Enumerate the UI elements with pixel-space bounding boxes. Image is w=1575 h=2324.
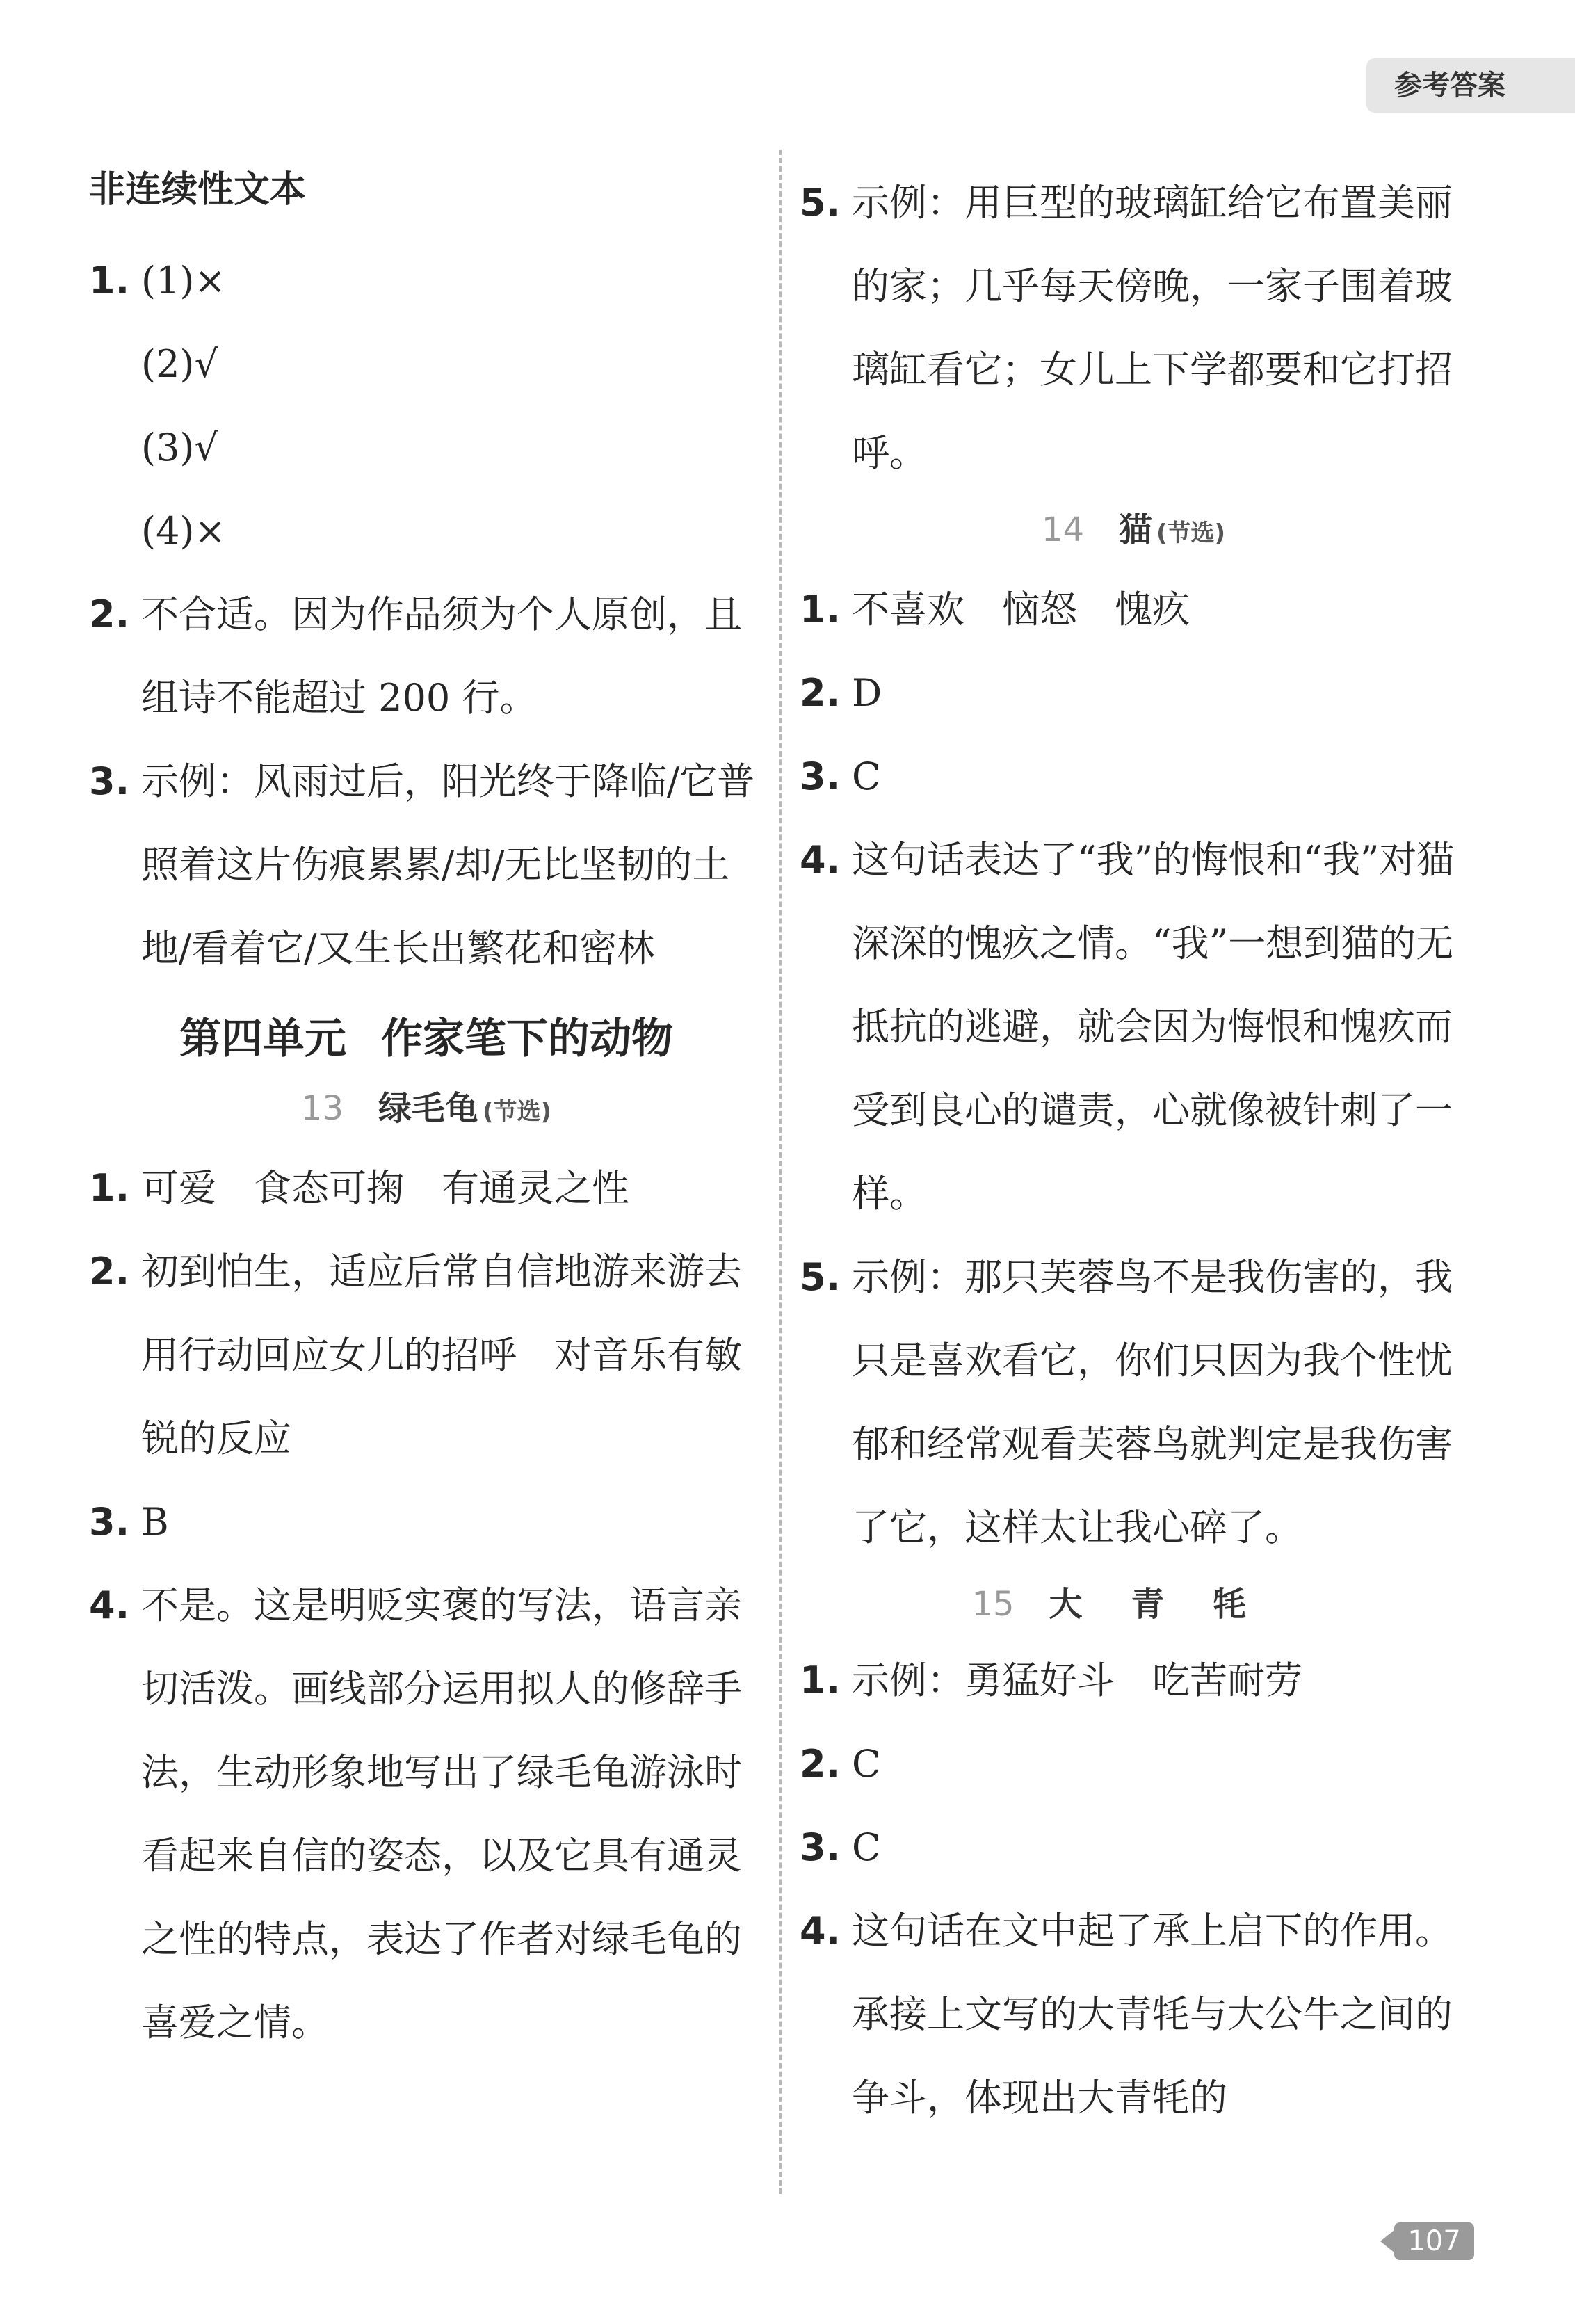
lesson-13-title	[89, 1074, 764, 1147]
list-item	[89, 1230, 780, 1480]
list-item	[800, 818, 1467, 1236]
answer-part: (1)×	[141, 259, 226, 302]
answer-part: (2)√	[141, 342, 218, 386]
list-item	[89, 1147, 764, 1230]
lesson-number: 13	[300, 1089, 344, 1128]
question-number: 4.	[89, 1583, 130, 1627]
answer-text: D	[852, 671, 882, 715]
question-number: 5.	[800, 181, 841, 225]
list-item	[89, 1564, 764, 2065]
list-item	[800, 735, 1467, 818]
question-5	[800, 161, 1467, 495]
left-column	[89, 161, 780, 2065]
question-number: 3.	[89, 1500, 130, 1544]
unit-title: 作家笔下的动物	[381, 1015, 673, 1063]
list-item	[800, 1889, 1467, 2140]
answer-text: 这句话表达了“我”的悔恨和“我”对猫深深的愧疚之情。“我”一想到猫的无抵抗的逃避，就会因为悔恨和愧疚而受到良心的谴责，心就像被针刺了一样。	[852, 838, 1455, 1216]
question-number: 5.	[800, 1255, 841, 1299]
lesson-name: 大青牦	[1049, 1585, 1295, 1624]
question-number: 4.	[800, 838, 841, 882]
answer-text: 可爱 食态可掬 有通灵之性	[141, 1166, 629, 1210]
answer-text: C	[852, 755, 881, 798]
lesson-name: 绿毛龟	[378, 1089, 478, 1128]
answer-key-tab: 参考答案	[1366, 58, 1575, 113]
question-number: 3.	[800, 1825, 841, 1869]
question-number: 1.	[89, 1166, 130, 1210]
answer-text: 示例：勇猛好斗 吃苦耐劳	[852, 1659, 1302, 1702]
right-column	[800, 161, 1467, 2140]
list-item	[800, 652, 1467, 735]
answer-text: 初到怕生，适应后常自信地游来游去 用行动回应女儿的招呼 对音乐有敏锐的反应	[141, 1250, 780, 1460]
answer-text: 示例：风雨过后，阳光终于降临/它普照着这片伤痕累累/却/无比坚韧的土地/看着它/又生长出繁花和密林	[141, 759, 755, 970]
list-item	[800, 1236, 1467, 1569]
answer-part: (3)√	[141, 426, 218, 469]
question-number: 1.	[800, 588, 841, 631]
question-number: 1.	[800, 1659, 841, 1702]
list-item	[800, 1639, 1467, 1722]
answer-text: 这句话在文中起了承上启下的作用。承接上文写的大青牦与大公牛之间的争斗，体现出大青牦的	[852, 1909, 1453, 2120]
question-number: 2.	[89, 1250, 130, 1293]
question-number: 1.	[89, 259, 130, 302]
lesson-number: 15	[971, 1585, 1015, 1624]
answer-text: 不喜欢 恼怒 愧疚	[852, 588, 1190, 631]
question-2	[89, 573, 764, 740]
unit-label: 第四单元	[179, 1015, 346, 1063]
list-item	[800, 1722, 1467, 1806]
page-number: 107	[1394, 2222, 1474, 2260]
lesson-name: 猫	[1118, 510, 1152, 549]
lesson-subtitle: (节选)	[1156, 519, 1226, 547]
question-number: 3.	[800, 755, 841, 798]
question-number: 2.	[89, 592, 130, 636]
question-3	[89, 740, 764, 990]
answer-text: 不合适。因为作品须为个人原创，且组诗不能超过 200 行。	[141, 592, 742, 720]
answer-text: C	[852, 1825, 881, 1869]
answer-text: 示例：那只芙蓉鸟不是我伤害的，我只是喜欢看它，你们只因为我个性忧郁和经常观看芙蓉鸟就判定是我伤害了它，这样太让我心碎了。	[852, 1255, 1453, 1549]
lesson-15-title	[800, 1569, 1467, 1639]
unit-heading	[89, 1004, 764, 1074]
lesson-number: 14	[1041, 510, 1084, 549]
answer-text: C	[852, 1742, 881, 1786]
list-item	[89, 1480, 764, 1564]
answer-part: (4)×	[141, 509, 226, 553]
section-title: 非连续性文本	[89, 169, 307, 211]
question-number: 4.	[800, 1909, 841, 1953]
answer-text: B	[141, 1500, 169, 1544]
list-item	[800, 568, 1467, 652]
lesson-14-title	[800, 495, 1467, 568]
question-number: 2.	[800, 671, 841, 715]
question-number: 2.	[800, 1742, 841, 1786]
list-item	[800, 1806, 1467, 1889]
lesson-subtitle: (节选)	[483, 1098, 552, 1126]
question-number: 3.	[89, 759, 130, 803]
answer-text: 不是。这是明贬实褒的写法，语言亲切活泼。画线部分运用拟人的修辞手法，生动形象地写出了绿毛龟游泳时看起来自信的姿态，以及它具有通灵之性的特点，表达了作者对绿毛龟的喜爱之情。	[141, 1583, 742, 2044]
question-1	[89, 239, 764, 323]
answer-text: 示例：用巨型的玻璃缸给它布置美丽的家；几乎每天傍晚，一家子围着玻璃缸看它；女儿上下学都要和它打招呼。	[852, 181, 1453, 475]
column-divider	[779, 150, 782, 2194]
